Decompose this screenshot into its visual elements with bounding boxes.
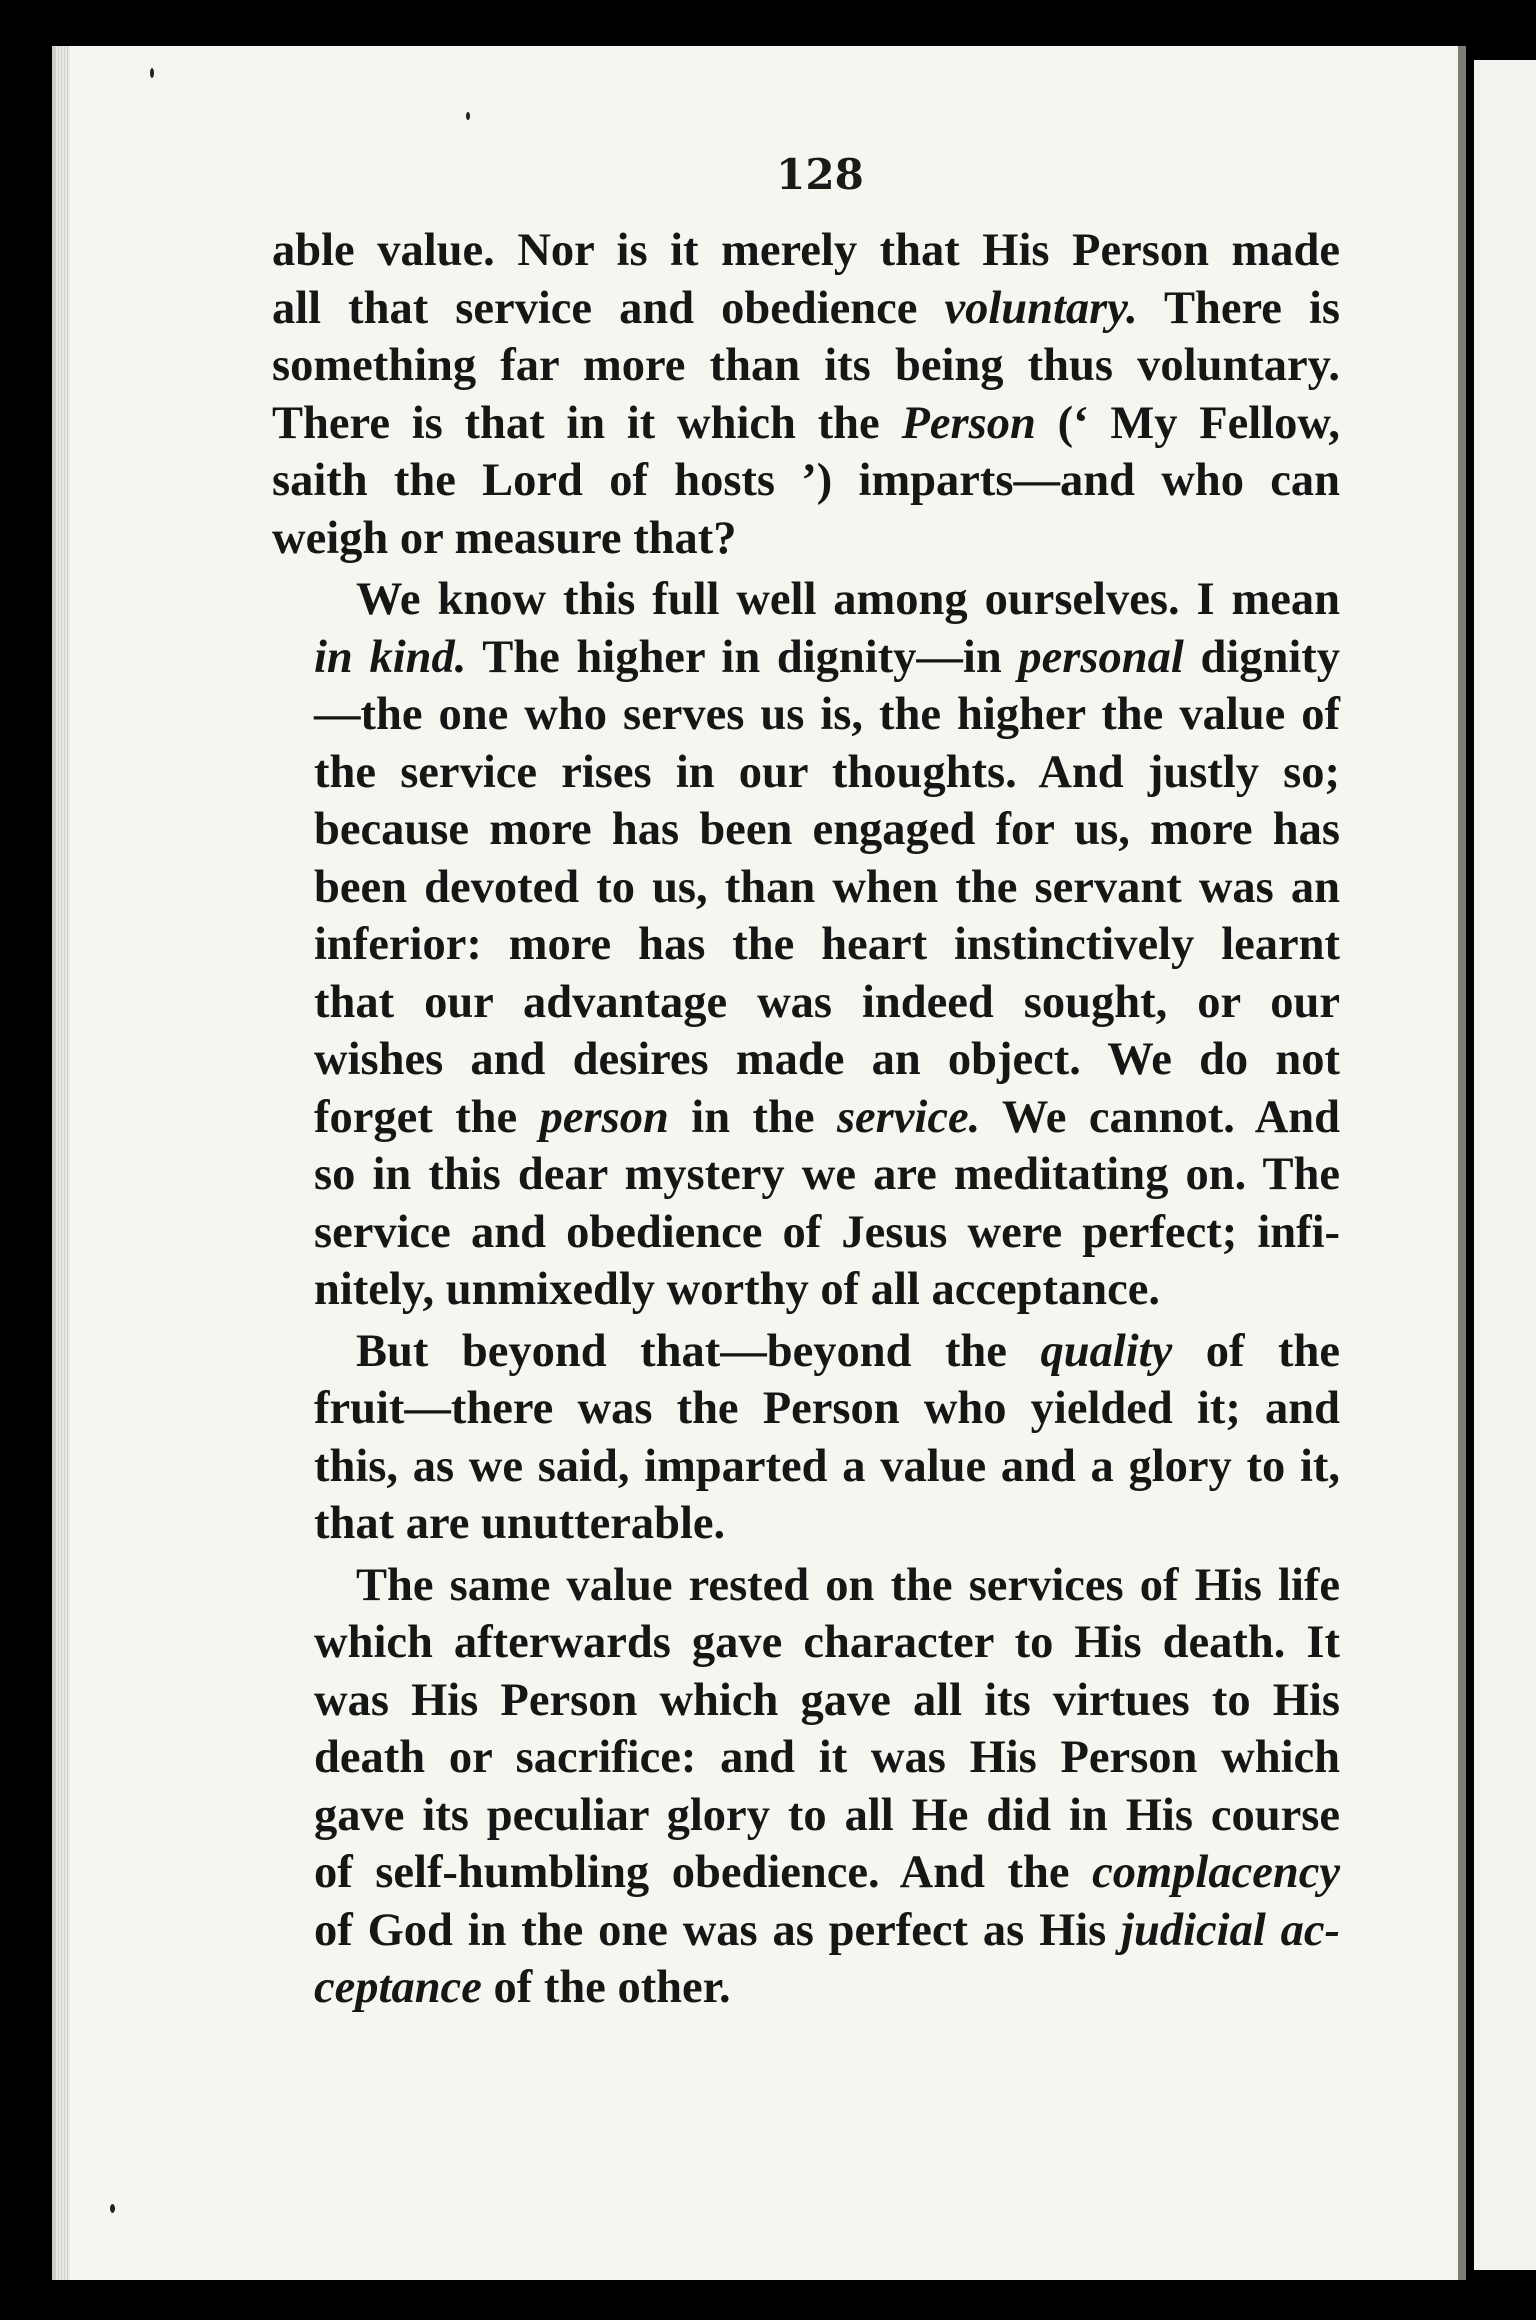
text-run: this, as we said, imparted a value and a glory to it,: [314, 1440, 1340, 1492]
ink-speck: [466, 112, 470, 120]
text-run: wishes and desires made an object. We do not: [314, 1034, 1340, 1085]
text-line: [272, 222, 1340, 280]
text-run: been devoted to us, than when the servant was an: [314, 861, 1340, 913]
text-run: able value. Nor is it merely that His Person made: [272, 225, 1340, 276]
italic-text: person: [539, 1091, 669, 1143]
text-run: in the: [668, 1091, 837, 1143]
text-line: [272, 1672, 1340, 1730]
paragraph: [272, 1557, 1340, 2017]
text-line: [272, 1204, 1340, 1262]
text-run: something far more than its being thus voluntary.: [272, 340, 1340, 391]
text-line: [272, 1438, 1340, 1496]
text-line: [272, 1495, 1340, 1553]
facing-page-edge: [1474, 60, 1536, 2270]
text-line: [272, 1729, 1340, 1787]
text-line: [272, 744, 1340, 802]
text-run: dignity: [1183, 631, 1340, 683]
text-run: The same value rested on the services of His life: [356, 1559, 1340, 1611]
text-line: [272, 1787, 1340, 1845]
text-line: [272, 916, 1340, 974]
page-number: 128: [776, 150, 864, 199]
text-run: gave its peculiar glory to all He did in His course: [314, 1789, 1340, 1841]
italic-text: judicial ac-: [1121, 1904, 1340, 1956]
text-line: [272, 1844, 1340, 1902]
text-line: [272, 1089, 1340, 1147]
text-run: nitely, unmixedly worthy of all acceptance.: [314, 1264, 1160, 1315]
text-run: that our advantage was indeed sought, or our: [314, 976, 1340, 1028]
text-run: of the: [1172, 1325, 1340, 1377]
text-line: [272, 859, 1340, 917]
text-run: because more has been engaged for us, more has: [314, 804, 1340, 855]
text-line: [272, 1323, 1340, 1381]
text-line: [272, 571, 1340, 629]
text-line: [272, 510, 1340, 568]
text-run: so in this dear mystery we are meditating on. The: [314, 1149, 1340, 1200]
text-run: weigh or measure that?: [272, 512, 737, 564]
italic-text: Person: [901, 397, 1036, 449]
text-line: [272, 1031, 1340, 1089]
text-line: [272, 1959, 1340, 2017]
text-run: inferior: more has the heart instinctively learnt: [314, 919, 1340, 970]
text-line: [272, 1261, 1340, 1319]
text-run: —the one who serves us is, the higher the value of: [314, 689, 1340, 740]
italic-text: in kind.: [314, 631, 467, 683]
text-line: [272, 629, 1340, 687]
text-run: of the other.: [481, 1962, 731, 2013]
text-run: saith the Lord of hosts ’) imparts—and who can: [272, 455, 1340, 506]
text-run: was His Person which gave all its virtues to His: [314, 1674, 1340, 1726]
paragraph: [272, 1323, 1340, 1553]
text-run: There is that in it which the: [272, 397, 902, 449]
ink-speck: [150, 68, 154, 78]
text-run: of God in the one was as perfect as His: [314, 1904, 1122, 1956]
page-shadow-edge: [1458, 46, 1466, 2280]
text-run: (‘ My Fellow,: [1035, 397, 1340, 449]
paragraph: [272, 222, 1340, 567]
text-line: [272, 395, 1340, 453]
text-line: [272, 1557, 1340, 1615]
text-run: But beyond that—beyond the: [356, 1325, 1041, 1377]
text-run: fruit—there was the Person who yielded it; and: [314, 1383, 1340, 1434]
page-stack-lines: [56, 46, 70, 2280]
text-line: [272, 686, 1340, 744]
italic-text: complacency: [1092, 1847, 1340, 1898]
text-line: [272, 801, 1340, 859]
text-line: [272, 1902, 1340, 1960]
text-run: all that service and obedience: [272, 282, 945, 334]
italic-text: ceptance: [314, 1962, 482, 2013]
text-line: [272, 1146, 1340, 1204]
text-run: There is: [1137, 282, 1340, 334]
text-run: death or sacrifice: and it was His Person which: [314, 1732, 1340, 1783]
text-run: forget the: [314, 1091, 540, 1143]
text-run: that are unutterable.: [314, 1498, 726, 1549]
text-run: which afterwards gave character to His death. It: [314, 1617, 1340, 1668]
text-line: [272, 280, 1340, 338]
italic-text: quality: [1040, 1325, 1173, 1377]
italic-text: voluntary.: [944, 282, 1138, 334]
italic-text: personal: [1018, 631, 1184, 683]
text-line: [272, 452, 1340, 510]
text-run: The higher in dignity—in: [466, 631, 1019, 683]
text-line: [272, 337, 1340, 395]
text-run: the service rises in our thoughts. And justly so;: [314, 746, 1340, 798]
text-run: of self-humbling obedience. And the: [314, 1847, 1093, 1898]
ink-speck: [110, 2204, 115, 2213]
body-text: [272, 222, 1340, 2021]
italic-text: service.: [836, 1091, 981, 1143]
text-line: [272, 974, 1340, 1032]
text-run: We know this full well among ourselves. I mean: [356, 574, 1340, 625]
text-run: We cannot. And: [980, 1091, 1341, 1143]
text-run: service and obedience of Jesus were perfect; infi-: [314, 1206, 1340, 1258]
text-line: [272, 1614, 1340, 1672]
paragraph: [272, 571, 1340, 1319]
text-line: [272, 1380, 1340, 1438]
